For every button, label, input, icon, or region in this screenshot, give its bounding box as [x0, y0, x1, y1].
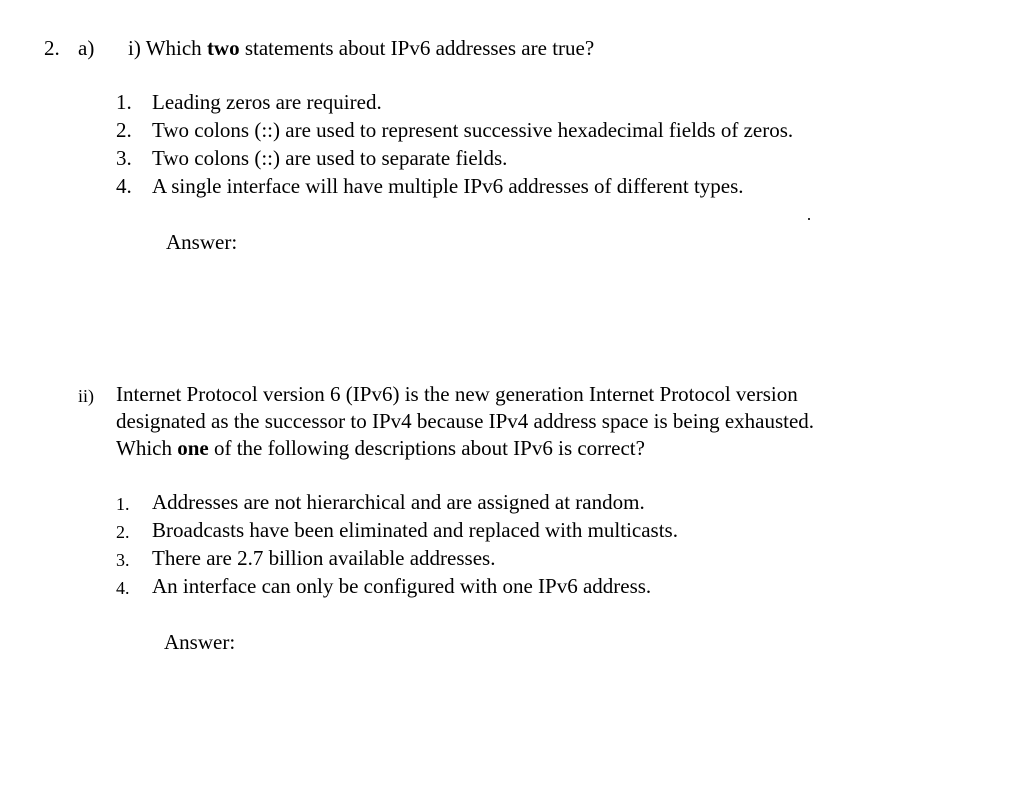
- part-i-prompt-post: statements about IPv6 addresses are true?: [239, 36, 595, 60]
- option-number: 4.: [116, 578, 130, 598]
- part-i-prompt: [128, 34, 594, 62]
- part-ii-line-3-post: of the following descriptions about IPv6 is correct?: [208, 436, 645, 460]
- option-text: Addresses are not hierarchical and are assigned at random.: [152, 490, 645, 514]
- part-ii-line-2: designated as the successor to IPv4 because IPv4 address space is being exhausted.: [116, 409, 815, 433]
- option-text: An interface can only be configured with one IPv6 address.: [152, 574, 652, 598]
- option-text: Two colons (::) are used to represent successive hexadecimal fields of zeros.: [152, 118, 794, 142]
- option-number: 3.: [116, 146, 132, 170]
- option-text: Leading zeros are required.: [152, 90, 382, 114]
- option-number: 4.: [116, 174, 132, 198]
- part-ii-line-1: Internet Protocol version 6 (IPv6) is the new generation Internet Protocol version: [116, 382, 798, 406]
- part-ii-answer-label: Answer:: [164, 630, 236, 654]
- part-ii-line-3-bold: one: [177, 436, 209, 460]
- option-number: 1.: [116, 90, 132, 114]
- question-number: 2.: [44, 36, 60, 60]
- option-number: 2.: [116, 522, 130, 542]
- part-ii-line-3: [116, 434, 645, 462]
- option-number: 3.: [116, 550, 130, 570]
- part-i-prompt-bold: two: [206, 36, 240, 60]
- part-i-answer-label: Answer:: [166, 230, 238, 254]
- part-ii-line-3-pre: Which: [116, 436, 178, 460]
- option-number: 1.: [116, 494, 130, 514]
- part-ii-label: ii): [78, 386, 94, 406]
- part-i-prompt-pre: Which: [145, 36, 207, 60]
- option-text: Two colons (::) are used to separate fields.: [152, 146, 508, 170]
- stray-mark: [808, 218, 810, 220]
- part-i-label: i): [128, 36, 141, 60]
- option-text: There are 2.7 billion available addresses.: [152, 546, 496, 570]
- option-number: 2.: [116, 118, 132, 142]
- option-text: Broadcasts have been eliminated and replaced with multicasts.: [152, 518, 678, 542]
- option-text: A single interface will have multiple IPv6 addresses of different types.: [152, 174, 744, 198]
- question-part: a): [78, 36, 95, 60]
